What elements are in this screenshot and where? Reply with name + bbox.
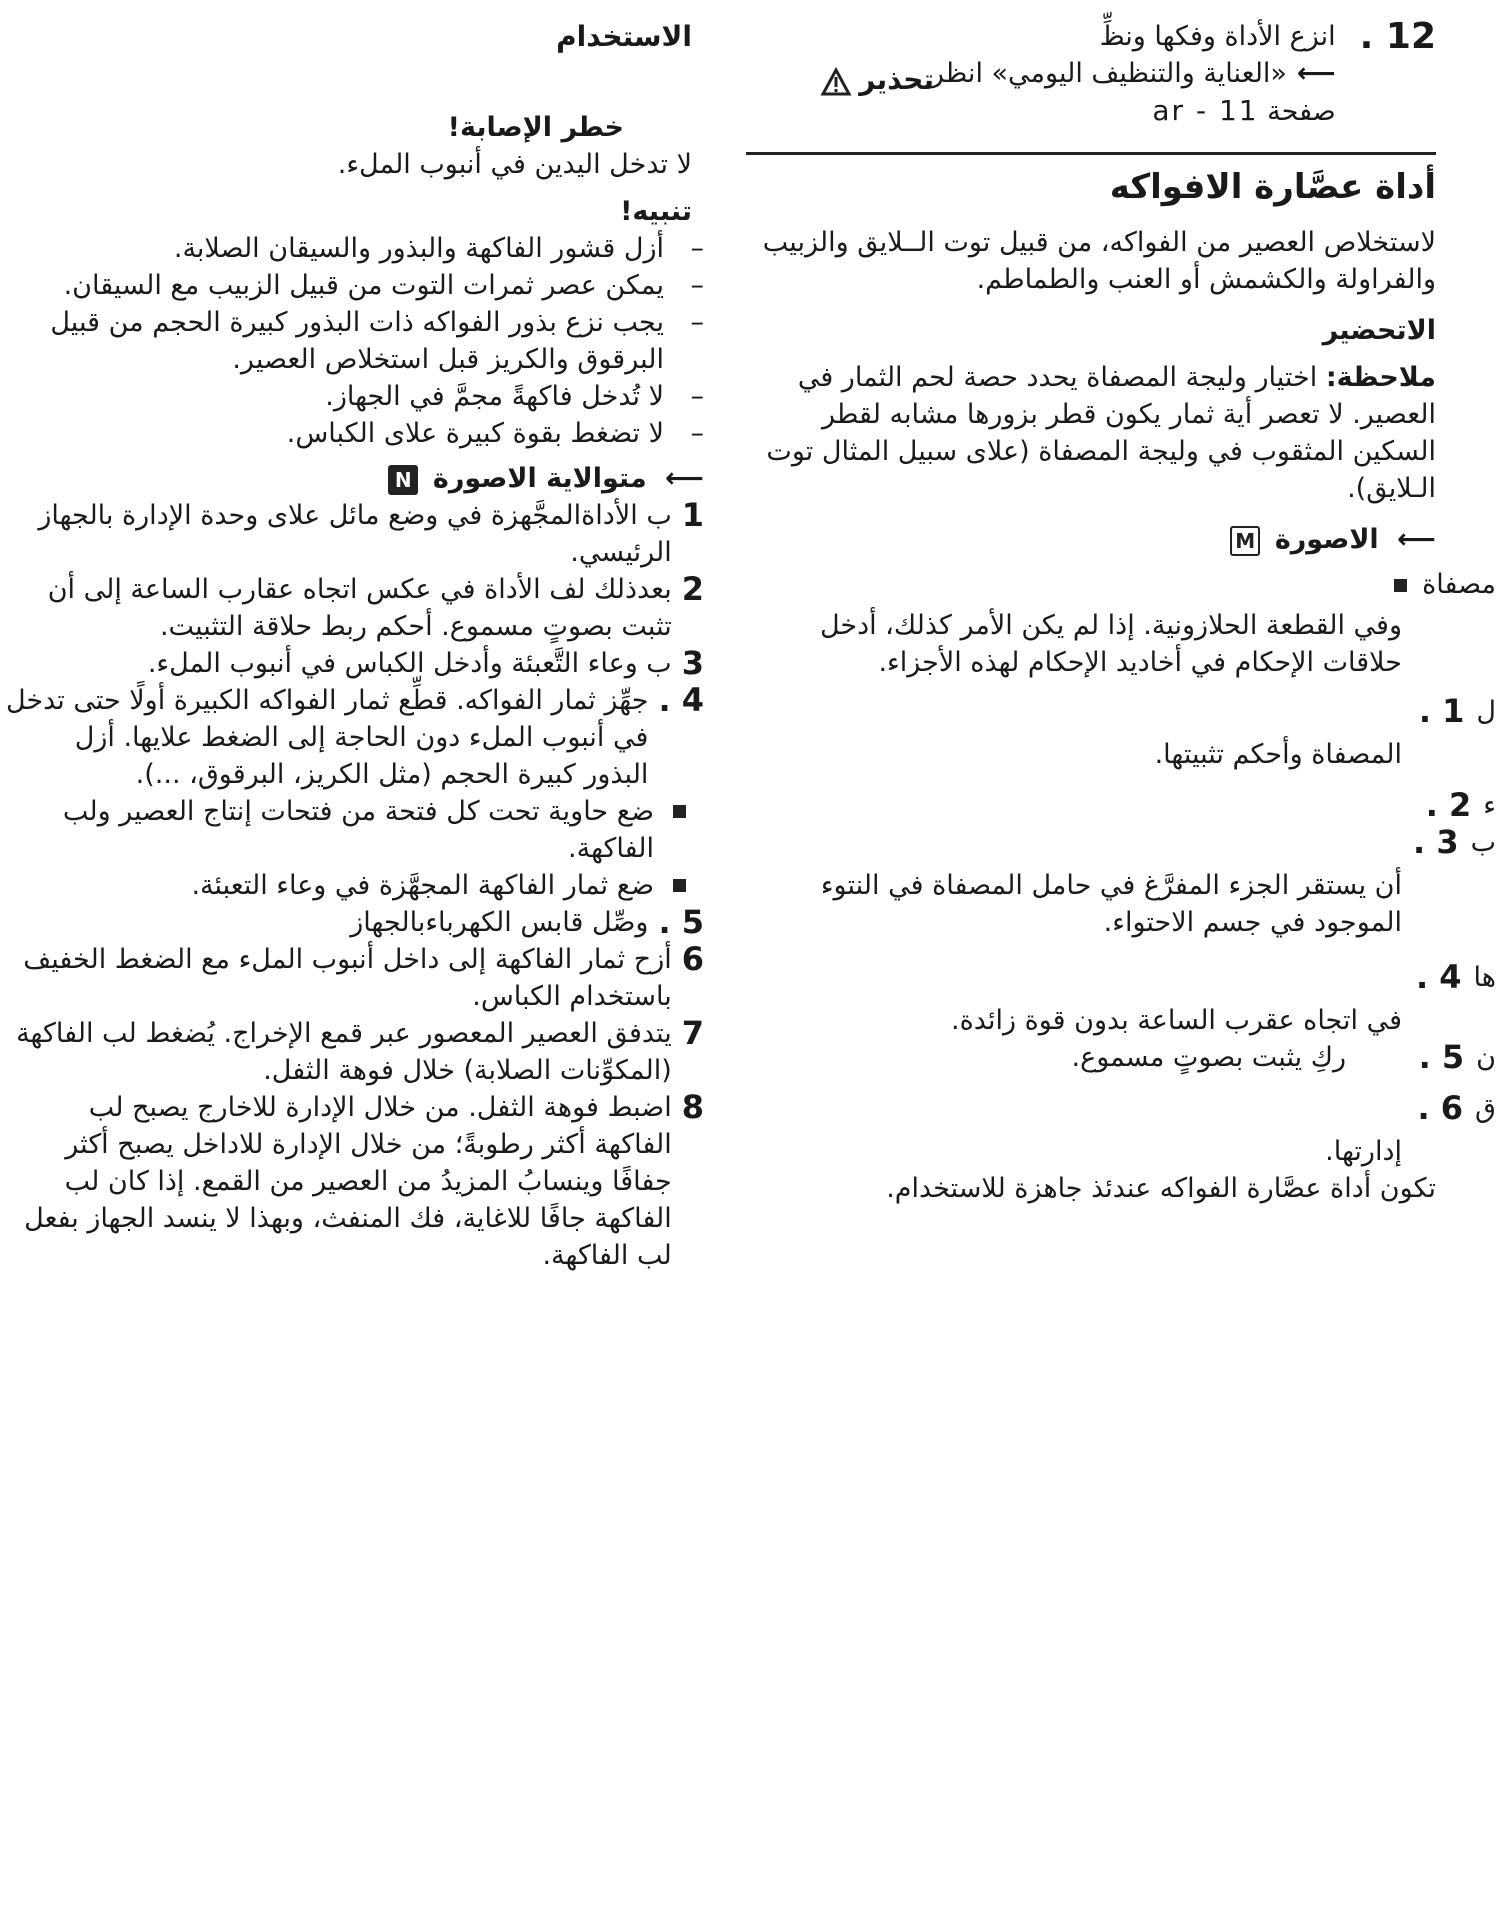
arrow-icon: ⟵ bbox=[1397, 524, 1436, 555]
section-divider bbox=[746, 152, 1436, 155]
page-ref: ar - 11 bbox=[1152, 94, 1259, 127]
step-number: 4 . bbox=[1415, 958, 1462, 996]
filter-text: وفي القطعة الحلازونية. إذا لم يكن الأمر كذلك، أدخل حلاقات الإحكام في أخاديد الإحكام لهذه الأجزاء. bbox=[819, 610, 1402, 678]
caution-item: – يجب نزع بذور الفواكه ذات البذور كبيرة الحجم من قبيل البرقوق والكريز قبل استخلاص العصير. bbox=[50, 307, 704, 375]
arrow-icon: ⟵ bbox=[1296, 58, 1336, 89]
warning-heading bbox=[4, 61, 934, 99]
sequence-step-6: 6 أزح ثمار الفاكهة إلى داخل أنبوب الملء مع الضغط الخفيف باستخدام الكباس. bbox=[23, 940, 704, 1012]
step-5-text: ركِ يثبت بصوتٍ مسموع. bbox=[1071, 1042, 1346, 1073]
note-text: اختيار وليجة المصفاة يحدد حصة لحم الثمار في العصير. لا تعصر أية ثمار يكون قطر بزورها مشابه لقطر السكين المثقوب في وليجة المصفاة (علاى سبيل المثال توت الـلايق). bbox=[766, 362, 1436, 504]
step-number: 12 . bbox=[1359, 16, 1436, 57]
step-number: 6 . bbox=[1417, 1089, 1464, 1127]
step-text: انزع الأداة وفكها ونظِّ bbox=[1099, 21, 1336, 52]
figure-badge-n: N bbox=[388, 465, 418, 495]
sequence-ref-line bbox=[4, 460, 704, 497]
left-column bbox=[4, 18, 934, 1274]
step-edge-text: ب bbox=[1470, 827, 1496, 858]
step-edge-text: ل bbox=[1476, 696, 1496, 727]
step-6 bbox=[746, 1089, 1496, 1127]
figure-ref-line bbox=[746, 521, 1436, 558]
arrow-icon: ⟵ bbox=[665, 463, 704, 494]
step-4-text: في اتجاه عقرب الساعة بدون قوة زائدة. bbox=[951, 1005, 1402, 1036]
bullet-item: ضع ثمار الفاكهة المجهَّزة في وعاء التعبئة. bbox=[4, 867, 704, 904]
ready-text: تكون أداة عصَّارة الفواكه عندئذ جاهزة للاستخدام. bbox=[886, 1173, 1436, 1204]
caution-item: – لا تضغط بقوة كبيرة علاى الكباس. bbox=[286, 418, 704, 449]
note-label: ملاحظة: bbox=[1325, 362, 1436, 393]
right-column bbox=[746, 16, 1496, 1207]
sequence-step-1: 1 ب الأداةالمجَّهزة في وضع مائل علاى وحدة الإدارة بالجهاز الرئيسي. bbox=[38, 496, 704, 568]
step-edge-text: ها bbox=[1473, 962, 1496, 993]
step-number: 1 . bbox=[1418, 692, 1465, 730]
step-1-text: المصفاة وأحكم تثبيتها. bbox=[1154, 739, 1402, 770]
figure-ref: الاصورة bbox=[1274, 524, 1379, 555]
step-number: 2 . bbox=[1425, 786, 1472, 824]
injury-text: لا تدخل اليدين في أنبوب الملء. bbox=[337, 149, 692, 180]
sequence-step-7: 7 يتدفق العصير المعصور عبر قمع الإخراج. يُضغط لب الفاكهة (المكوِّنات الصلابة) خلال فوهة الثفل. bbox=[16, 1014, 704, 1086]
step-4 bbox=[746, 958, 1496, 996]
sequence-step-5: 5 . وصِّل قابس الكهرباءبالجهاز bbox=[350, 903, 704, 941]
step-edge-text: ء bbox=[1483, 790, 1496, 821]
caution-title: تنبيه! bbox=[620, 196, 692, 227]
caution-item: – أزل قشور الفاكهة والبذور والسيقان الصلابة. bbox=[173, 233, 704, 264]
step-6-text: إدارتها. bbox=[1325, 1136, 1402, 1167]
sequence-step-8: 8 اضبط فوهة الثفل. من خلال الإدارة للاخارج يصبح لب الفاكهة أكثر رطوبةً؛ من خلال الإدارة للاداخل يصبح أكثر جفافًا وينسابُ المزيدُ من العصير من القمع. إذا كان لب الفاكهة جافًا للاغاية، فك المنفث، وبهذا لا ينسد الجهاز بفعل لب الفاكهة. bbox=[24, 1088, 704, 1271]
step-2 bbox=[746, 786, 1496, 824]
sequence-title: متوالاية الاصورة bbox=[432, 463, 647, 494]
bullet-square-icon bbox=[673, 805, 686, 818]
caution-item: – يمكن عصر ثمرات التوت من قبيل الزبيب مع السيقان. bbox=[63, 270, 704, 301]
injury-title: خطر الإصابة! bbox=[447, 112, 624, 143]
sequence-step-3: 3 ب وعاء التَّعبئة وأدخل الكباس في أنبوب الملء. bbox=[147, 644, 704, 682]
step-edge-text: ن bbox=[1476, 1042, 1496, 1073]
step-3-text: أن يستقر الجزء المفرَّغ في حامل المصفاة في النتوء الموجود في جسم الاحتواء. bbox=[820, 870, 1402, 938]
warning-title: تحذير bbox=[859, 63, 934, 96]
page-label: صفحة bbox=[1267, 96, 1336, 127]
filter-line bbox=[746, 566, 1496, 603]
intro-text: لاستخلاص العصير من الفواكه، من قبيل توت الــلايق والزبيب والفراولة والكشمش أو العنب والطماطم. bbox=[762, 227, 1436, 295]
step-3 bbox=[746, 823, 1496, 861]
bullet-square-icon bbox=[673, 879, 686, 892]
bullet-square-icon bbox=[1394, 579, 1407, 592]
filter-label: مصفاة bbox=[1422, 569, 1496, 600]
prep-title: الاتحضير bbox=[1322, 315, 1436, 346]
usage-title: الاستخدام bbox=[556, 20, 692, 53]
bullet-item: ضع حاوية تحت كل فتحة من فتحات إنتاج العصير ولب الفاكهة. bbox=[4, 793, 704, 867]
step-number: 5 . bbox=[1418, 1038, 1465, 1076]
section-title: أداة عصَّارة الافواكه bbox=[1109, 167, 1436, 207]
sequence-step-4: 4 . جهِّز ثمار الفواكه. قطِّع ثمار الفواكه الكبيرة أولًا حتى تدخل في أنبوب الملء دون الحاجة إلى الضغط علايها. أزل البذور كبيرة الحجم (مثل الكريز، البرقوق، ...). bbox=[5, 681, 704, 790]
warning-triangle-icon bbox=[821, 68, 851, 96]
sequence-step-2: 2 بعدذلك لف الأداة في عكس اتجاه عقارب الساعة إلى أن تثبت بصوتٍ مسموع. أحكم ربط حلاقة التثبيت. bbox=[47, 570, 704, 642]
step-1 bbox=[746, 692, 1496, 730]
step-5 bbox=[746, 1038, 1496, 1076]
step-number: 3 . bbox=[1413, 823, 1459, 861]
cross-ref: «العناية والتنظيف اليومي» انظر bbox=[930, 58, 1287, 89]
caution-item: – لا تُدخل فاكهةً مجمَّ في الجهاز. bbox=[325, 381, 704, 412]
figure-badge-m: M bbox=[1230, 526, 1260, 556]
note-paragraph bbox=[746, 359, 1436, 507]
step-edge-text: ق bbox=[1475, 1093, 1496, 1124]
